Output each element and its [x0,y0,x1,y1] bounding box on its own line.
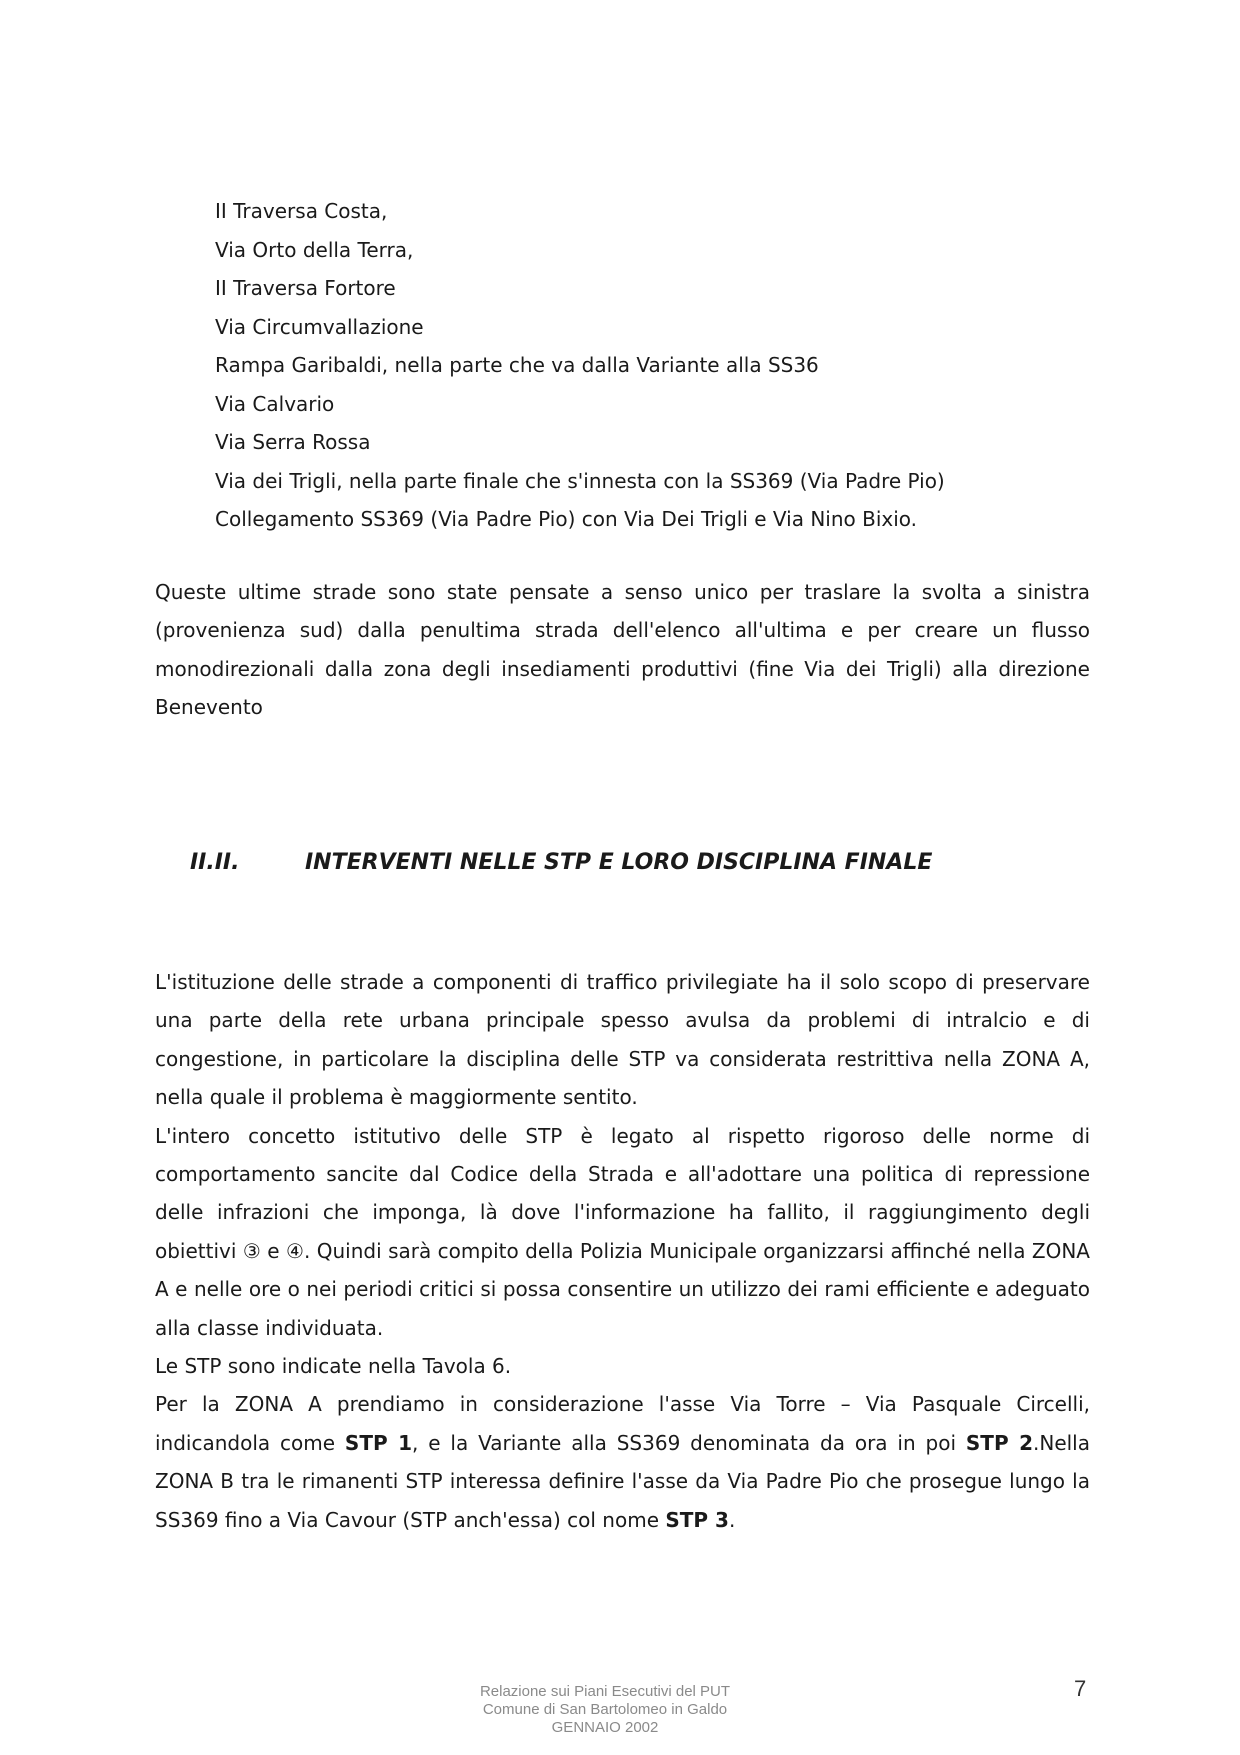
section-title: INTERVENTI NELLE STP E LORO DISCIPLINA FINALE [305,850,933,875]
text-run: , e la Variante alla SS369 denominata da ora in poi [412,1430,966,1455]
footer-line: Relazione sui Piani Esecutivi del PUT [479,1683,731,1700]
stp-label: STP 3 [665,1507,729,1532]
page-footer [420,1683,790,1737]
text-run: .Nella ZONA B tra le rimanenti STP interessa definire l'asse da Via Padre Pio che prosegue lungo la SS369 fino a Via Cavour (STP anch'essa) col nome [155,1430,1090,1532]
list-item: Via Calvario [215,391,335,416]
list-item: Via Orto della Terra, [215,237,414,262]
text-run: . [728,1507,736,1532]
footer-line: Comune di San Bartolomeo in Galdo [482,1701,728,1718]
paragraph: L'istituzione delle strade a componenti di traffico privilegiate ha il solo scopo di preservare una parte della rete urbana principale spesso avulsa da problemi di intralcio e di congestione, in particolare la disciplina delle STP va considerata restrittiva nella ZONA A, nella quale il problema è maggiormente sentito. [155,970,1090,1110]
text-run: Per la ZONA A prendiamo in considerazione l'asse Via Torre – Via Pasquale Circelli, indicandola come [155,1392,1090,1455]
footer-line: GENNAIO 2002 [551,1719,659,1736]
list-item: II Traversa Costa, [215,199,388,223]
paragraph [155,1385,1090,1539]
list-item: Collegamento SS369 (Via Padre Pio) con Via Dei Trigli e Via Nino Bixio. [215,507,918,531]
page-number: 7 [1074,1676,1087,1701]
stp-label: STP 2 [965,1430,1033,1455]
paragraph: Le STP sono indicate nella Tavola 6. [155,1354,512,1379]
paragraph: L'intero concetto istitutivo delle STP è legato al rispetto rigoroso delle norme di comportamento sancite dal Codice della Strada e all'adottare una politica di repressione delle infrazioni che imponga, là dove l'informazione ha fallito, il raggiungimento degli obiettivi ③ e ④. Quindi sarà compito della Polizia Municipale organizzarsi affinché nella ZONA A e nelle ore o nei periodi critici si possa consentire un utilizzo dei rami efficiente e adeguato alla classe individuata. [155,1123,1090,1340]
stp-label: STP 1 [344,1430,413,1455]
street-list [215,192,1115,539]
section-number: II.II. [190,850,240,875]
list-item: Via dei Trigli, nella parte finale che s'innesta con la SS369 (Via Padre Pio) [215,468,945,493]
paragraph: Queste ultime strade sono state pensate a senso unico per traslare la svolta a sinistra (provenienza sud) dalla penultima strada dell'elenco all'ultima e per creare un flusso monodirezionali dalla zona degli insediamenti produttivi (fine Via dei Trigli) alla direzione Benevento [155,580,1090,720]
section-body [155,963,1090,1539]
section-heading [190,848,1090,878]
list-item: Rampa Garibaldi, nella parte che va dalla Variante alla SS36 [215,353,819,377]
list-item: Via Circumvallazione [215,314,424,339]
list-item: II Traversa Fortore [215,276,396,300]
list-item: Via Serra Rossa [215,430,371,454]
